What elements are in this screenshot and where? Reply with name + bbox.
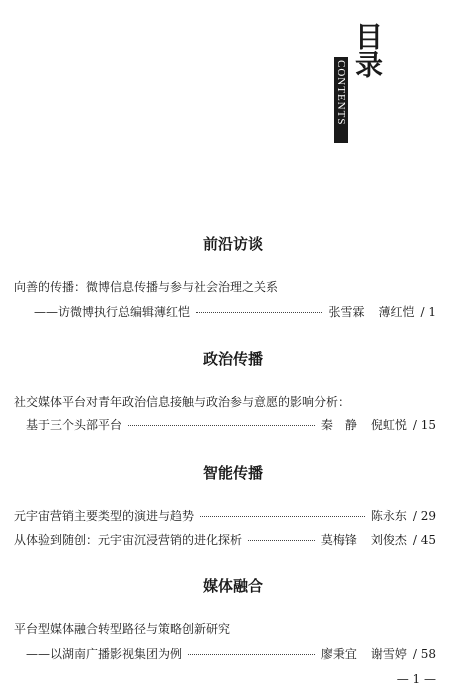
- entry-title: 元宇宙营销主要类型的演进与趋势: [14, 509, 195, 523]
- toc-title: 目录: [351, 22, 384, 78]
- page-number: / 15: [412, 418, 436, 432]
- toc-entry[interactable]: [26, 416, 436, 433]
- entry-subtitle: ——以湖南广播影视集团为例: [26, 647, 183, 661]
- page-number: / 1: [420, 305, 436, 319]
- leader-dots: [200, 516, 365, 517]
- author: 刘俊杰: [370, 533, 407, 547]
- page-number: / 29: [412, 509, 436, 523]
- author: 谢雪婷: [370, 647, 407, 661]
- toc-entry[interactable]: [14, 531, 436, 548]
- page-number: / 45: [412, 533, 436, 547]
- toc-entry[interactable]: [34, 303, 436, 320]
- page-footer-number: — 1 —: [396, 672, 436, 686]
- author: 张雪霖: [328, 305, 365, 319]
- entry-subtitle: 基于三个头部平台: [26, 418, 123, 432]
- author: 薄红恺: [378, 305, 415, 319]
- entry-title-line[interactable]: 社交媒体平台对青年政治信息接触与政治参与意愿的影响分析：: [14, 395, 351, 409]
- section-title: 前沿访谈: [202, 235, 263, 253]
- contents-label: CONTENTS: [335, 60, 347, 126]
- entry-title-line[interactable]: 向善的传播：微博信息传播与参与社会治理之关系: [14, 280, 279, 294]
- section-title: 媒体融合: [202, 577, 263, 595]
- leader-dots: [128, 425, 315, 426]
- author: 廖秉宜: [320, 647, 357, 661]
- toc-entry[interactable]: [14, 507, 436, 524]
- leader-dots: [188, 654, 315, 655]
- page-number: / 58: [412, 647, 436, 661]
- entry-title: 从体验到随创：元宇宙沉浸营销的进化探析: [14, 533, 243, 547]
- leader-dots: [196, 312, 322, 313]
- author: 莫梅锋: [320, 533, 357, 547]
- entry-title-line[interactable]: 平台型媒体融合转型路径与策略创新研究: [14, 622, 231, 636]
- author: 倪虹悦: [370, 418, 407, 432]
- section-title: 智能传播: [202, 464, 263, 482]
- toc-entry[interactable]: [26, 645, 436, 662]
- entry-subtitle: ——访微博执行总编辑薄红恺: [34, 305, 191, 319]
- leader-dots: [248, 540, 315, 541]
- section-title: 政治传播: [202, 350, 263, 368]
- author: 秦 静: [320, 418, 357, 432]
- author: 陈永东: [370, 509, 407, 523]
